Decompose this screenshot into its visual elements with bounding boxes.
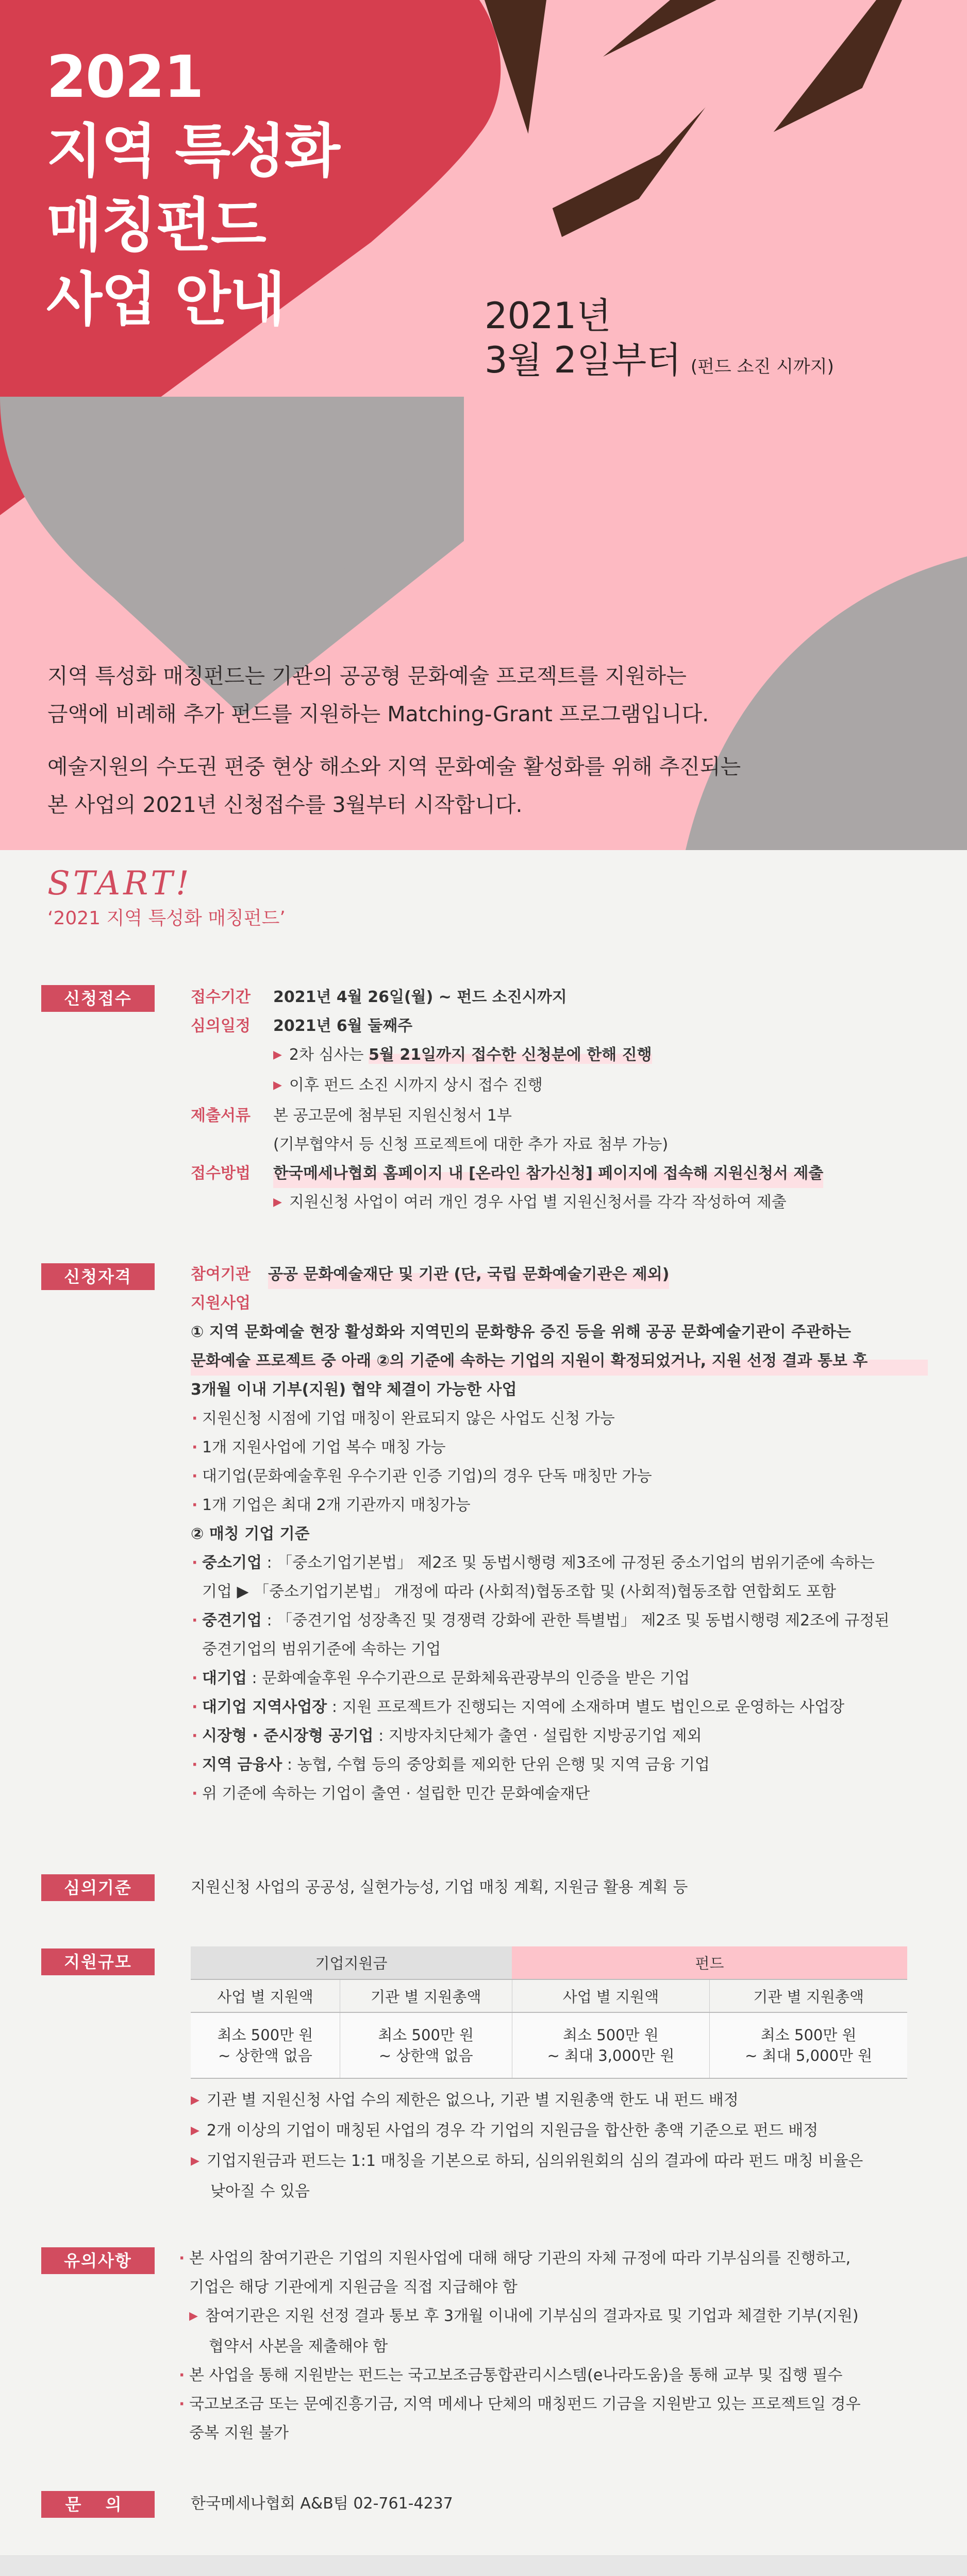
intro-line-2a: 예술지원의 수도권 편중 현상 해소와 지역 문화예술 활성화를 위해 추진되는	[47, 754, 741, 779]
docs-value: 본 공고문에 첨부된 지원신청서 1부	[273, 1107, 512, 1125]
section-label-notice: 유의사항	[41, 2247, 155, 2274]
section-label-contact: 문 의	[41, 2491, 155, 2518]
criterion-1-value: : 「중소기업기본법」 제2조 및 동법시행령 제3조에 규정된 중소기업의 범위기준에 속하는	[261, 1554, 875, 1572]
criterion-6-value: : 농협, 수협 등의 중앙회를 제외한 단위 은행 및 지역 금융 기업	[282, 1756, 710, 1774]
table-header: 사업 별 지원액	[191, 1979, 340, 2012]
scale-note-1: 기관 별 지원신청 사업 수의 제한은 없으나, 기관 별 지원총액 한도 내 펀드 배정	[206, 2091, 739, 2109]
institution-value: 공공 문화예술재단 및 기관 (단, 국립 문화예술기관은 제외)	[268, 1260, 669, 1289]
section-criteria	[191, 1873, 928, 1902]
start-script-text: START!	[47, 865, 192, 903]
title-line-4: 사업 안내	[46, 266, 285, 333]
footer-logos	[0, 2555, 967, 2576]
review-value: 2021년 6월 둘째주	[273, 1017, 413, 1035]
period-key: 접수기간	[191, 988, 251, 1006]
table-group-fund: 펀드	[512, 1946, 907, 1979]
table-cell: 최소 500만 원 ~ 상한액 없음	[340, 2012, 512, 2078]
criterion-5-value: : 지방자치단체가 출연 · 설립한 지방공기업 제외	[373, 1727, 702, 1745]
notice-3-continued: 중복 지원 불가	[189, 2424, 289, 2442]
section-apply	[191, 983, 928, 1218]
start-subtitle: ‘2021 지역 특성화 매칭펀드’	[47, 908, 286, 929]
notice-1-sub: 참여기관은 지원 선정 결과 통보 후 3개월 이내에 기부심의 결과자료 및 기업과 체결한 기부(지원)	[205, 2307, 859, 2325]
project-bullet-3: · 대기업(문화예술후원 우수기관 인증 기업)의 경우 단독 매칭만 가능	[191, 1462, 928, 1491]
table-row	[191, 2012, 907, 2078]
notice-1-continued: 기업은 해당 기관에게 지원금을 직접 지급해야 함	[189, 2278, 518, 2296]
institution-key: 참여기관	[191, 1265, 251, 1283]
project-line-3: 3개월 이내 기부(지원) 협약 체결이 가능한 사업	[191, 1381, 517, 1399]
section-label-criteria: 심의기준	[41, 1874, 155, 1901]
table-cell: 최소 500만 원 ~ 상한액 없음	[191, 2012, 340, 2078]
method-key: 접수방법	[191, 1164, 251, 1182]
scale-note-3: 기업지원금과 펀드는 1:1 매칭을 기본으로 하되, 심의위원회의 심의 결과에 따라 펀드 매칭 비율은	[206, 2152, 863, 2170]
table-cell: 최소 500만 원 ~ 최대 5,000만 원	[710, 2012, 907, 2078]
arrow-icon: ▶	[191, 2155, 199, 2167]
criterion-6-key: 지역 금융사	[202, 1756, 282, 1774]
arrow-icon: ▶	[189, 2310, 198, 2323]
arrow-icon: ▶	[273, 1079, 282, 1092]
section-label-scale: 지원규모	[41, 1948, 155, 1975]
section-contact	[191, 2489, 928, 2518]
criterion-4-key: 대기업 지역사업장	[202, 1698, 327, 1716]
arrow-icon: ▶	[191, 2124, 199, 2137]
project-key: 지원사업	[191, 1294, 251, 1312]
notice-2: · 본 사업을 통해 지원받는 펀드는 국고보조금통합관리시스템(e나라도움)을 통해 교부 및 집행 필수	[178, 2361, 930, 2390]
date-note: (펀드 소진 시까지)	[690, 357, 834, 377]
criterion-7: · 위 기준에 속하는 기업이 출연 · 설립한 민간 문화예술재단	[191, 1780, 928, 1808]
review-note-1-highlight: 5월 21일까지 접수한 신청분에 한해 진행	[369, 1046, 652, 1064]
page-title	[46, 40, 339, 337]
criterion-4-value: : 지원 프로젝트가 진행되는 지역에 소재하며 별도 법인으로 운영하는 사업장	[327, 1698, 845, 1716]
review-key: 심의일정	[191, 1017, 251, 1035]
section-scale	[191, 1946, 928, 2206]
project-bullet-4: · 1개 기업은 최대 2개 기관까지 매칭가능	[191, 1491, 928, 1520]
period-value: 2021년 4월 26일(월) ~ 펀드 소진시까지	[273, 988, 567, 1006]
start-heading	[47, 865, 286, 930]
criteria-text: 지원신청 사업의 공공성, 실현가능성, 기업 매칭 계획, 지원금 활용 계획 등	[191, 1878, 688, 1896]
title-line-1: 2021	[46, 44, 203, 111]
intro-text	[47, 657, 769, 838]
notice-1-sub-continued: 협약서 사본을 제출해야 함	[209, 2337, 388, 2355]
arrow-icon: ▶	[191, 2094, 199, 2107]
review-note-2: 이후 펀드 소진 시까지 상시 접수 진행	[289, 1076, 543, 1094]
method-note: 지원신청 사업이 여러 개인 경우 사업 별 지원신청서를 각각 작성하여 제출	[289, 1193, 787, 1211]
project-bullet-2: · 1개 지원사업에 기업 복수 매칭 가능	[191, 1433, 928, 1462]
table-header: 사업 별 지원액	[512, 1979, 710, 2012]
arrow-icon: ▶	[273, 1048, 282, 1061]
project-line-2: 문화예술 프로젝트 중 아래 ②의 기준에 속하는 기업의 지원이 확정되었거나, 지원 선정 결과 통보 후	[191, 1347, 928, 1376]
date-main: 3월 2일부터	[485, 339, 681, 381]
docs-key: 제출서류	[191, 1107, 251, 1125]
table-header: 기관 별 지원총액	[340, 1979, 512, 2012]
notice-3: · 국고보조금 또는 문예진흥기금, 지역 메세나 단체의 매칭펀드 기금을 지원받고 있는 프로젝트일 경우	[178, 2390, 930, 2419]
criterion-5-key: 시장형 · 준시장형 공기업	[202, 1727, 374, 1745]
intro-line-1b: 금액에 비례해 추가 펀드를 지원하는 Matching-Grant 프로그램입니다.	[47, 702, 709, 726]
table-header: 기관 별 지원총액	[710, 1979, 907, 2012]
scale-note-2: 2개 이상의 기업이 매칭된 사업의 경우 각 기업의 지원금을 합산한 총액 기준으로 펀드 배정	[206, 2122, 819, 2140]
section-label-apply: 신청접수	[41, 985, 155, 1012]
criterion-1-key: 중소기업	[202, 1554, 262, 1572]
section-label-qualification: 신청자격	[41, 1263, 155, 1290]
criterion-3-value: : 문화예술후원 우수기관으로 문화체육관광부의 인증을 받은 기업	[246, 1669, 690, 1687]
scale-note-3-continued: 낮아질 수 있음	[210, 2182, 310, 2200]
intro-line-1a: 지역 특성화 매칭펀드는 기관의 공공형 문화예술 프로젝트를 지원하는	[47, 664, 687, 688]
notice-1: · 본 사업의 참여기관은 기업의 지원사업에 대해 해당 기관의 자체 규정에 따라 기부심의를 진행하고,	[178, 2244, 930, 2273]
docs-note: (기부협약서 등 신청 프로젝트에 대한 추가 자료 첨부 가능)	[273, 1136, 669, 1154]
criterion-3-key: 대기업	[202, 1669, 247, 1687]
review-note-1-prefix: 2차 심사는	[289, 1046, 369, 1064]
date-year: 2021년	[485, 295, 611, 337]
intro-line-2b: 본 사업의 2021년 신청접수를 3월부터 시작합니다.	[47, 792, 523, 817]
arrow-icon: ▶	[273, 1196, 282, 1209]
hero-banner	[0, 0, 967, 850]
criterion-1-continued: 기업 ▶ 「중소기업기본법」 개정에 따라 (사회적)협동조합 및 (사회적)협동조합 연합회도 포함	[202, 1583, 837, 1601]
criterion-2-value: : 「중견기업 성장촉진 및 경쟁력 강화에 관한 특별법」 제2조 및 동법시행령 제2조에 규정된	[261, 1612, 890, 1630]
title-line-3: 매칭펀드	[46, 192, 265, 259]
criteria-title: ② 매칭 기업 기준	[191, 1525, 310, 1543]
criterion-2-continued: 중견기업의 범위기준에 속하는 기업	[202, 1640, 441, 1658]
section-qualification	[191, 1260, 928, 1808]
table-group-corporate: 기업지원금	[191, 1946, 512, 1979]
table-cell: 최소 500만 원 ~ 최대 3,000만 원	[512, 2012, 710, 2078]
application-start-date	[485, 294, 834, 389]
title-line-2: 지역 특성화	[46, 118, 339, 185]
project-bullet-1: · 지원신청 시점에 기업 매칭이 완료되지 않은 사업도 신청 가능	[191, 1404, 928, 1433]
fund-table	[191, 1946, 907, 2079]
section-notice	[178, 2244, 930, 2448]
method-value: 한국메세나협회 홈페이지 내 [온라인 참가신청] 페이지에 접속해 지원신청서 제출	[273, 1159, 823, 1188]
contact-text: 한국메세나협회 A&B팀 02-761-4237	[191, 2495, 453, 2513]
project-line-1: ① 지역 문화예술 현장 활성화와 지역민의 문화향유 증진 등을 위해 공공 문화예술기관이 주관하는	[191, 1323, 851, 1341]
criterion-2-key: 중견기업	[202, 1612, 262, 1630]
